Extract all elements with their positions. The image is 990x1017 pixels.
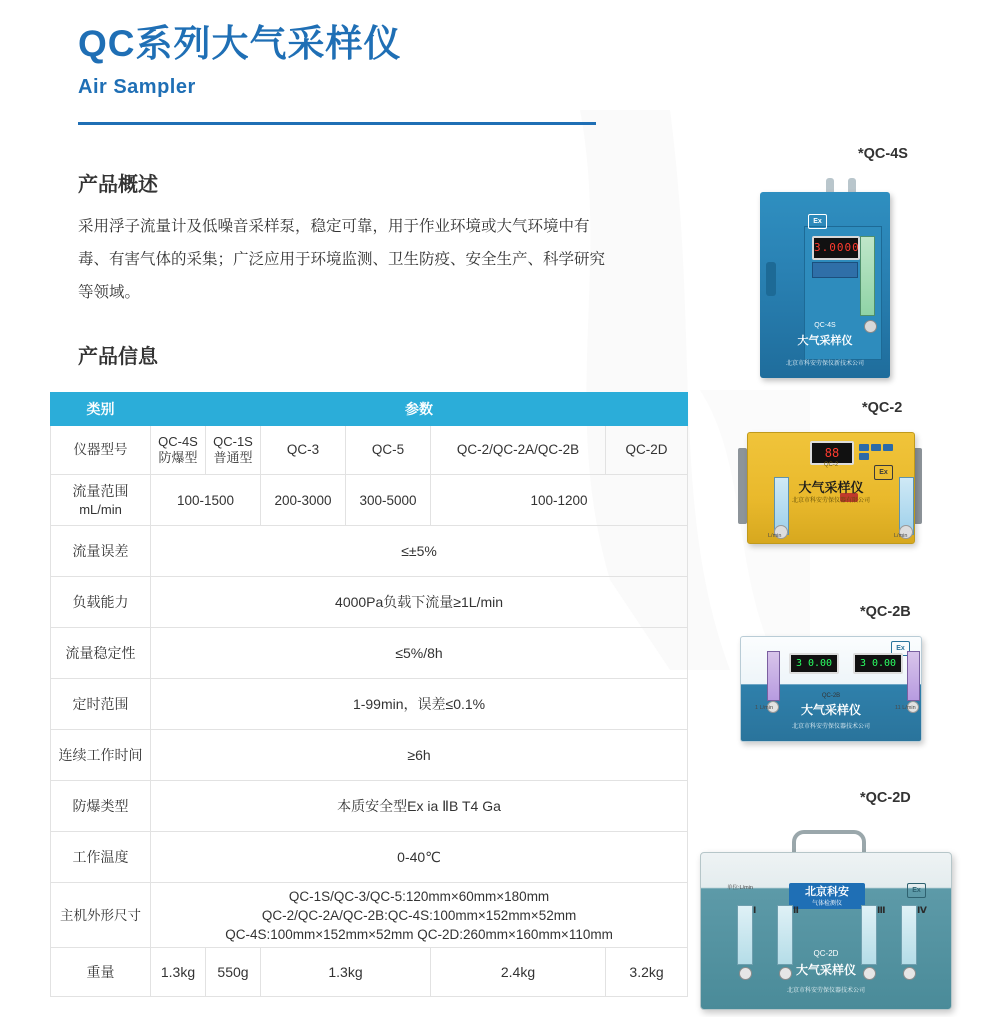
dimension-line-2: QC-2/QC-2A/QC-2B:QC-4S:100mm×152mm×52mm: [261, 907, 577, 923]
device-company: 北京市科安劳保仪器技术公司: [786, 988, 865, 994]
device-model-line1: QC-2D: [813, 949, 839, 958]
table-row-flow-range: [51, 475, 688, 526]
spec-table: [50, 392, 688, 997]
device-model-line2: 大气采样仪: [797, 335, 853, 347]
ex-badge-icon: Ex: [874, 465, 893, 480]
table-row-models: [51, 426, 688, 475]
device-handle: [766, 262, 776, 296]
table-header-row: [51, 393, 688, 426]
cell-weight-qc1s: 550g: [206, 948, 261, 997]
table-row-worktime: [51, 730, 688, 781]
brand-name: 北京科安: [805, 886, 849, 898]
info-section-title: 产品信息: [78, 346, 158, 368]
product-image-qc2: [735, 432, 925, 557]
table-row-timer: [51, 679, 688, 730]
cell-model-qc2d: QC-2D: [606, 426, 688, 475]
keypad: [812, 262, 858, 278]
cell-flow-error: ≤±5%: [151, 526, 688, 577]
ex-badge-icon: Ex: [907, 883, 926, 898]
row-label-flow-range: [51, 475, 151, 526]
table-row-temperature: [51, 832, 688, 883]
device-model-line1: QC-4S: [814, 322, 836, 329]
unit-label-right: 11 L/min: [895, 705, 916, 711]
table-row-weight: [51, 948, 688, 997]
cell-explosion: 本质安全型Ex ia ⅡB T4 Ga: [151, 781, 688, 832]
device-body: [740, 636, 922, 742]
row-label-dimensions: 主机外形尺寸: [51, 883, 151, 948]
cell-model-qc5: QC-5: [346, 426, 431, 475]
cell-stability: ≤5%/8h: [151, 628, 688, 679]
model-qc1s-line1: QC-1S: [213, 434, 253, 449]
row-label-model: 仪器型号: [51, 426, 151, 475]
flow-range-label-unit: mL/min: [79, 501, 122, 517]
model-qc1s-line2: 普通型: [213, 450, 253, 465]
product-image-qc2b: [730, 636, 930, 756]
cell-flow-100-1500: 100-1500: [151, 475, 261, 526]
unit-label-left: L/min: [768, 533, 782, 539]
cell-weight-qc3-qc5: 1.3kg: [261, 948, 431, 997]
cell-model-qc3: QC-3: [261, 426, 346, 475]
row-label-explosion: 防爆类型: [51, 781, 151, 832]
cell-flow-100-1200: 100-1200: [431, 475, 688, 526]
product-caption-qc2b: *QC-2B: [860, 604, 911, 620]
device-company: 北京市科安劳保仪器有限公司: [791, 498, 870, 504]
unit-label: 单位:L/min: [727, 885, 753, 891]
model-qc4s-line2: 防爆型: [158, 450, 198, 465]
brand-logo: [789, 883, 865, 909]
button-pad: [858, 443, 894, 459]
row-label-timer: 定时范围: [51, 679, 151, 730]
row-label-flow-error: 流量误差: [51, 526, 151, 577]
channel-label-1: Ⅰ: [753, 905, 757, 915]
device-body: [700, 852, 952, 1010]
page-title-cn: QC系列大气采样仪: [78, 23, 402, 64]
unit-label-left: 1 L/min: [755, 705, 774, 711]
cell-weight-qc2d: 3.2kg: [606, 948, 688, 997]
th-parameters: 参数: [151, 393, 688, 426]
cell-weight-qc2group: 2.4kg: [431, 948, 606, 997]
cell-model-qc4s: [151, 426, 206, 475]
channel-label-2: Ⅱ: [793, 905, 799, 915]
cell-model-qc2-group: QC-2/QC-2A/QC-2B: [431, 426, 606, 475]
spec-table-wrapper: [50, 392, 687, 997]
device-model-line1: QC-2B: [821, 693, 841, 699]
document-header: [78, 22, 598, 99]
display-readout-right: [853, 653, 903, 674]
rotameter-icon: [860, 236, 875, 316]
channel-label-3: Ⅲ: [877, 905, 886, 915]
th-category: 类别: [51, 393, 151, 426]
cell-temperature: 0-40℃: [151, 832, 688, 883]
cell-weight-qc4s: 1.3kg: [151, 948, 206, 997]
channel-label-4: Ⅳ: [917, 905, 927, 915]
cell-model-qc1s: [206, 426, 261, 475]
product-caption-qc4s: *QC-4S: [858, 146, 908, 162]
row-label-worktime: 连续工作时间: [51, 730, 151, 781]
product-image-qc2d: [700, 830, 950, 1010]
device-model-line2: 大气采样仪: [795, 963, 856, 977]
device-company: 北京市科安劳保仪新技术公司: [785, 361, 864, 367]
display-value-right: 3 0.00: [859, 658, 897, 669]
device-company: 北京市科安劳保仪器技术公司: [791, 724, 870, 730]
row-label-weight: 重量: [51, 948, 151, 997]
overview-section-title: 产品概述: [78, 174, 158, 196]
cell-flow-300-5000: 300-5000: [346, 475, 431, 526]
cell-timer: 1-99min，误差≤0.1%: [151, 679, 688, 730]
product-caption-qc2d: *QC-2D: [860, 790, 911, 806]
brand-subtitle: 气体检测仪: [811, 901, 842, 907]
product-image-qc4s: [760, 178, 890, 378]
display-readout: [812, 236, 860, 260]
device-body: [747, 432, 915, 544]
cell-dimensions: [151, 883, 688, 948]
cell-flow-200-3000: 200-3000: [261, 475, 346, 526]
table-row-flow-error: [51, 526, 688, 577]
dimension-line-3: QC-4S:100mm×152mm×52mm QC-2D:260mm×160mm×110mm: [225, 926, 613, 942]
display-value-left: 3 0.00: [795, 658, 833, 669]
header-divider: [78, 122, 596, 125]
row-label-stability: 流量稳定性: [51, 628, 151, 679]
device-body: [760, 192, 890, 378]
device-model-line2: 大气采样仪: [798, 480, 864, 495]
flow-range-label-line1: 流量范围: [72, 482, 129, 499]
display-value: 3.0000: [814, 241, 860, 254]
display-value: 88: [824, 446, 840, 460]
ex-badge-icon: Ex: [808, 214, 827, 229]
device-model-line2: 大气采样仪: [800, 703, 861, 717]
ex-badge-icon: Ex: [891, 641, 910, 656]
cell-worktime: ≥6h: [151, 730, 688, 781]
table-row-explosion: [51, 781, 688, 832]
dimension-line-1: QC-1S/QC-3/QC-5:120mm×60mm×180mm: [288, 888, 550, 904]
side-bracket-left: [738, 448, 747, 524]
overview-text: 采用浮子流量计及低噪音采样泵，稳定可靠，用于作业环境或大气环境中有毒、有害气体的采集；广泛应用于环境监测、卫生防疫、安全生产、科学研究等领域。: [78, 218, 606, 301]
table-row-stability: [51, 628, 688, 679]
page-title-en: Air Sampler: [78, 76, 196, 99]
unit-label-right: L/min: [894, 533, 908, 539]
model-qc4s-line1: QC-4S: [158, 434, 198, 449]
product-caption-qc2: *QC-2: [862, 400, 903, 416]
table-row-load: [51, 577, 688, 628]
device-model-line1: QC-2: [823, 462, 839, 468]
row-label-temperature: 工作温度: [51, 832, 151, 883]
table-row-dimensions: [51, 883, 688, 948]
cell-load: 4000Pa负载下流量≥1L/min: [151, 577, 688, 628]
display-readout-left: [789, 653, 839, 674]
row-label-load: 负载能力: [51, 577, 151, 628]
